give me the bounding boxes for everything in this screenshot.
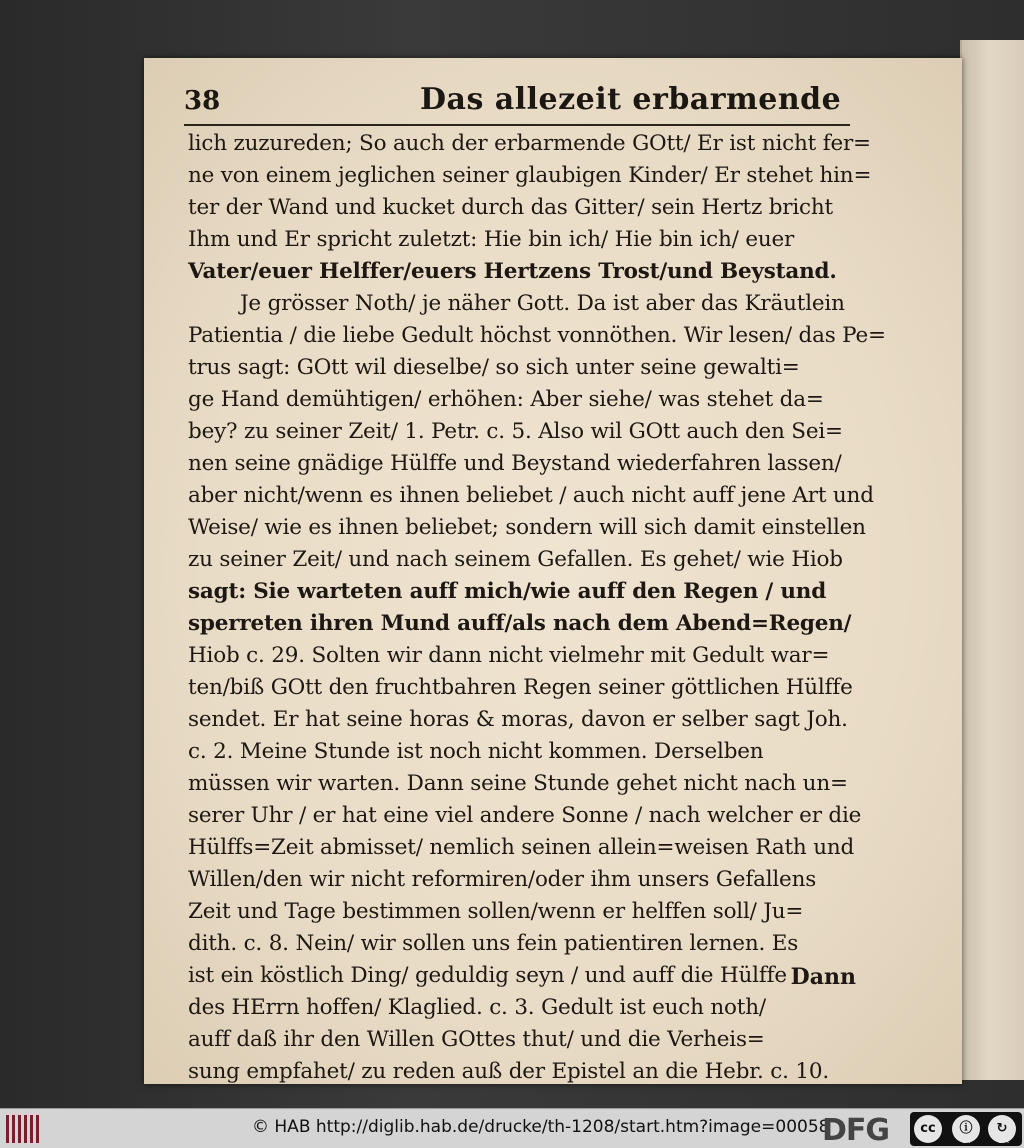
catchword: Dann: [790, 964, 856, 990]
text-line: ge Hand demühtigen/ erhöhen: Aber siehe/ was stehet da=: [188, 387, 824, 412]
text-line: ter der Wand und kucket durch das Gitter/ sein Hertz bricht: [188, 195, 833, 220]
footer-bar: [0, 1108, 1024, 1148]
text-line: dith. c. 8. Nein/ wir sollen uns fein patientiren lernen. Es: [188, 931, 799, 956]
adjacent-page-edge: [960, 40, 1024, 1080]
text-line: müssen wir warten. Dann seine Stunde gehet nicht nach un=: [188, 771, 848, 796]
text-line: zu seiner Zeit/ und nach seinem Gefallen. Es gehet/ wie Hiob: [188, 547, 843, 572]
text-line: Hiob c. 29. Solten wir dann nicht vielmehr mit Gedult war=: [188, 643, 830, 668]
header-rule: [184, 124, 850, 126]
text-line: auff daß ihr den Willen GOttes thut/ und die Verheis=: [188, 1027, 765, 1052]
by-label: BY: [962, 1136, 972, 1145]
sa-label: SA: [998, 1136, 1009, 1145]
running-title: Das allezeit erbarmende: [420, 82, 842, 117]
cc-icon: cc: [914, 1115, 942, 1143]
text-line: des HErrn hoffen/ Klaglied. c. 3. Gedult ist euch noth/: [188, 995, 766, 1020]
text-line: Zeit und Tage bestimmen sollen/wenn er helffen soll/ Ju=: [188, 899, 804, 924]
page-header: [184, 82, 884, 122]
text-line: lich zuzureden; So auch der erbarmende GOtt/ Er ist nicht fer=: [188, 131, 871, 156]
text-line: trus sagt: GOtt wil dieselbe/ so sich unter seine gewalti=: [188, 355, 800, 380]
page-body: [188, 128, 886, 1088]
text-line: sagt: Sie warteten auff mich/wie auff den Regen / und: [188, 579, 827, 604]
text-line: Vater/euer Helffer/euers Hertzens Trost/und Beystand.: [188, 259, 837, 284]
cc-license-badge[interactable]: [910, 1112, 1022, 1146]
attribution-icon: ⓘ: [952, 1115, 980, 1143]
text-line: ne von einem jeglichen seiner glaubigen Kinder/ Er stehet hin=: [188, 163, 872, 188]
copyright-link[interactable]: © HAB http://diglib.hab.de/drucke/th-1208/start.htm?image=00058: [252, 1117, 830, 1137]
barcode-icon: [6, 1115, 46, 1143]
text-line: c. 2. Meine Stunde ist noch nicht kommen. Derselben: [188, 739, 764, 764]
text-line: serer Uhr / er hat eine viel andere Sonne / nach welcher er die: [188, 803, 862, 828]
text-line: sperreten ihren Mund auff/als nach dem Abend=Regen/: [188, 611, 852, 636]
text-line: Weise/ wie es ihnen beliebet; sondern will sich damit einstellen: [188, 515, 866, 540]
text-line: nen seine gnädige Hülffe und Beystand wiederfahren lassen/: [188, 451, 842, 476]
text-line: Ihm und Er spricht zuletzt: Hie bin ich/ Hie bin ich/ euer: [188, 227, 795, 252]
text-line: bey? zu seiner Zeit/ 1. Petr. c. 5. Also wil GOtt auch den Sei=: [188, 419, 843, 444]
text-line: ten/biß GOtt den fruchtbahren Regen seiner göttlichen Hülffe: [188, 675, 853, 700]
text-line: aber nicht/wenn es ihnen beliebet / auch nicht auff jene Art und: [188, 483, 874, 508]
text-line: ist ein köstlich Ding/ geduldig seyn / und auff die Hülffe: [188, 963, 787, 988]
text-line: Hülffs=Zeit abmisset/ nemlich seinen allein=weisen Rath und: [188, 835, 855, 860]
book-page: [144, 58, 962, 1084]
text-line: sendet. Er hat seine horas & moras, davon er selber sagt Joh.: [188, 707, 848, 732]
text-line: Willen/den wir nicht reformiren/oder ihm unsers Gefallens: [188, 867, 817, 892]
dfg-logo[interactable]: DFG: [822, 1113, 890, 1148]
page-number: 38: [184, 86, 221, 116]
text-line: Je grösser Noth/ je näher Gott. Da ist aber das Kräutlein: [240, 291, 845, 316]
share-alike-icon: ↻: [988, 1115, 1016, 1143]
text-line: sung empfahet/ zu reden auß der Epistel an die Hebr. c. 10.: [188, 1059, 829, 1084]
text-line: Patientia / die liebe Gedult höchst vonnöthen. Wir lesen/ das Pe=: [188, 323, 886, 348]
